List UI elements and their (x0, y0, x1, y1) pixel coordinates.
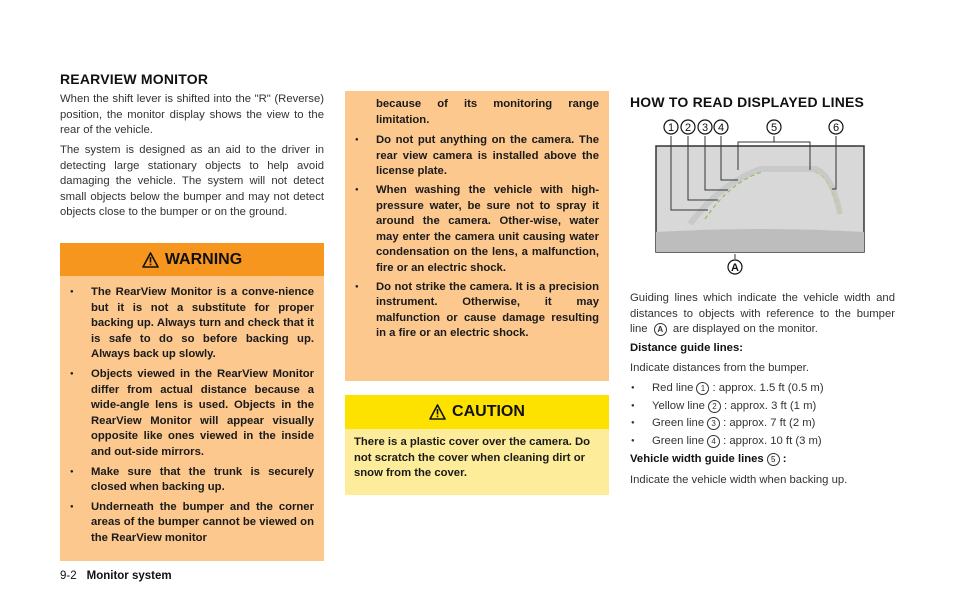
page-footer (60, 570, 172, 582)
vehicle-width-text: Indicate the vehicle width when backing up. (630, 474, 848, 486)
warning-header (60, 243, 324, 276)
page-number: 9-2 (60, 570, 77, 582)
guiding-lines-paragraph: Guiding lines which indicate the vehicle width and distances to objects with reference to the bumper line A are displayed on the monitor. (630, 292, 895, 335)
warning-list-continued (345, 133, 609, 342)
number-5-icon: 5 (767, 453, 780, 466)
caution-triangle-icon (429, 404, 446, 420)
bumper-area (656, 229, 864, 252)
list-item: ● Yellow line 2 : approx. 3 ft (1 m) (630, 398, 895, 416)
warning-triangle-icon (142, 252, 159, 268)
number-1-icon: 1 (696, 382, 709, 395)
distance-lines-list (630, 380, 895, 450)
diagram-section-title: HOW TO READ DISPLAYED LINES (630, 94, 865, 110)
warning-item: ● The RearView Monitor is a conve-nience but it is not a substitute for proper backing up. Always turn and check that it is safe to do so before backing up. Always back up slowly. (60, 285, 324, 363)
warning-item: ● Make sure that the trunk is securely closed when backing up. (60, 465, 324, 496)
svg-text:3: 3 (701, 122, 709, 134)
svg-text:4: 4 (717, 122, 725, 134)
distance-guide-heading: Distance guide lines: (630, 342, 743, 354)
warning-box-continued (345, 91, 609, 381)
warning-continued-text: because of its monitoring range limitation. (376, 98, 599, 126)
section-name: Monitor system (86, 570, 172, 582)
list-item: ● Green line 3 : approx. 7 ft (2 m) (630, 415, 895, 433)
intro-paragraph: When the shift lever is shifted into the "R" (Reverse) position, the monitor display shows the view to the rear of the vehicle. (60, 93, 324, 136)
system-paragraph: The system is designed as an aid to the driver in detecting large stationary objects to help avoid damaging the vehicle. The system will not detect small objects below the bumper and may not detect objects close to the bumper or on the ground. (60, 144, 324, 218)
section-title: REARVIEW MONITOR (60, 71, 209, 87)
number-2-icon: 2 (708, 400, 721, 413)
warning-list (60, 285, 324, 547)
warning-item: ● Do not strike the camera. It is a precision instrument. Otherwise, it may malfunction or cause damage resulting in a fire or an electric shock. (345, 280, 609, 342)
caution-title: CAUTION (452, 403, 525, 420)
warning-title: WARNING (164, 250, 243, 268)
warning-item: ● Underneath the bumper and the corner areas of the bumper cannot be viewed on the RearView monitor (60, 500, 324, 547)
distance-guide-text: Indicate distances from the bumper. (630, 362, 809, 374)
number-4-icon: 4 (707, 435, 720, 448)
caution-box (345, 395, 609, 495)
warning-item: ● When washing the vehicle with high-pressure water, be sure not to spray it around the camera. Other-wise, water may enter the camera unit causing water condensation on the lens, a malfunction, fire or an electric shock. (345, 183, 609, 277)
number-3-icon: 3 (707, 417, 720, 430)
caution-header (345, 395, 609, 429)
svg-text:A: A (731, 262, 739, 274)
svg-text:6: 6 (832, 122, 840, 134)
list-item: ● Red line 1 : approx. 1.5 ft (0.5 m) (630, 380, 895, 398)
warning-item: ● Do not put anything on the camera. The rear view camera is installed above the license plate. (345, 133, 609, 180)
caution-text: There is a plastic cover over the camera. Do not scratch the cover when cleaning dirt or snow from the cover. (354, 436, 591, 480)
warning-item: ● Objects viewed in the RearView Monitor differ from actual distance because a wide-angle lens is used. Objects in the RearView Monitor will appear visually opposite like ones viewed in the inside and out-side mirrors. (60, 367, 324, 461)
monitor-guide-lines-diagram (650, 114, 900, 280)
svg-text:5: 5 (770, 122, 778, 134)
svg-text:2: 2 (684, 122, 692, 134)
warning-box (60, 243, 324, 561)
label-a-icon: A (654, 323, 667, 336)
list-item: ● Green line 4 : approx. 10 ft (3 m) (630, 433, 895, 451)
svg-text:1: 1 (667, 122, 675, 134)
vehicle-width-heading: Vehicle width guide lines 5 : (630, 453, 787, 465)
